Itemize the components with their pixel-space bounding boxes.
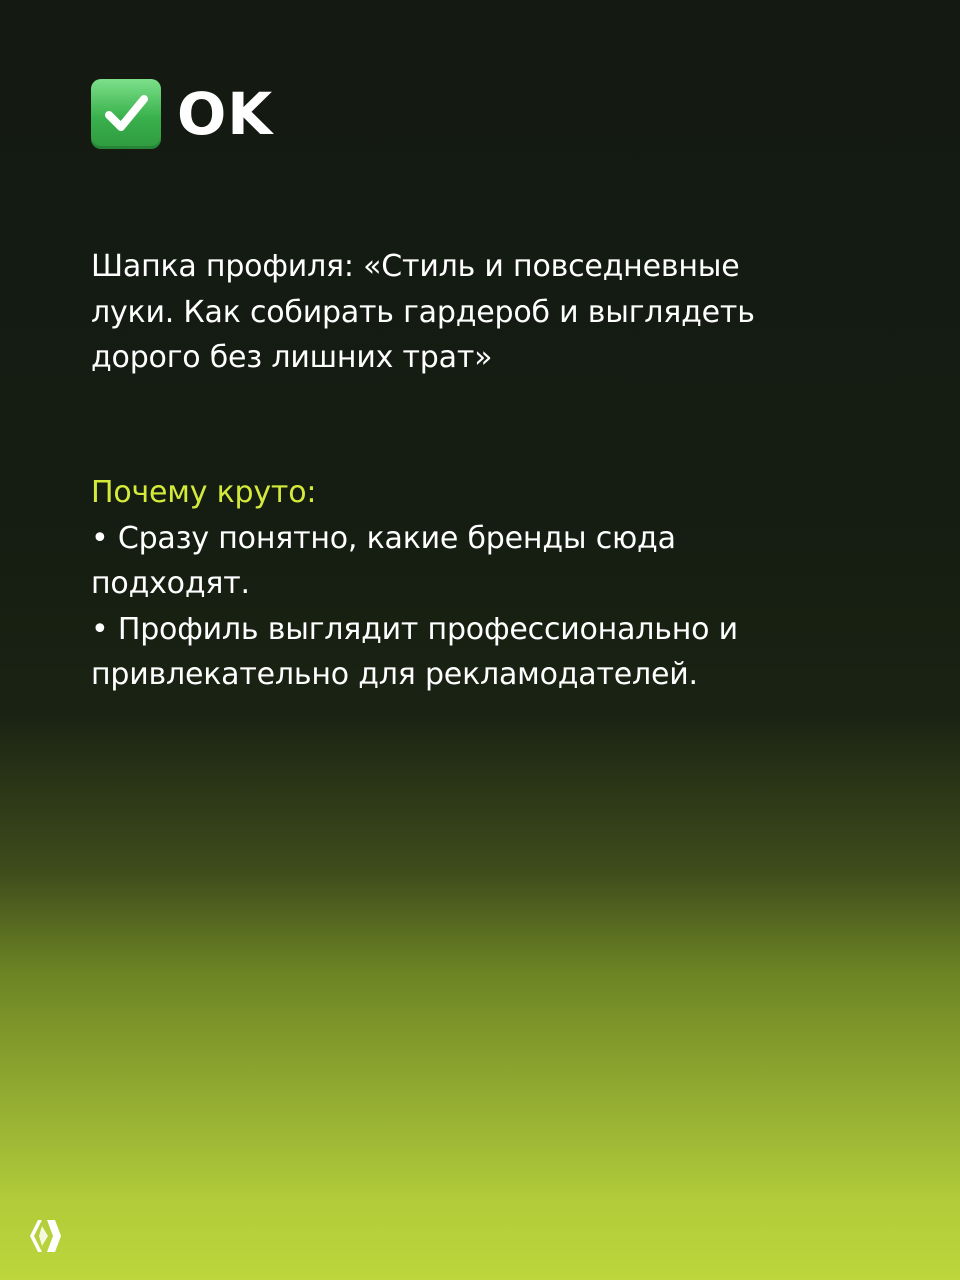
check-mark-button-icon bbox=[91, 79, 161, 149]
page-title: OK bbox=[177, 80, 274, 148]
header bbox=[91, 78, 273, 150]
bullet-item: • Профиль выглядит профессионально и привлекательно для рекламодателей. bbox=[91, 611, 738, 692]
why-heading: Почему круто: bbox=[91, 475, 317, 510]
brand-logo-icon bbox=[28, 1217, 62, 1255]
bullet-item: • Сразу понятно, какие бренды сюда подходят. bbox=[91, 520, 676, 601]
why-section bbox=[91, 470, 811, 698]
profile-header-text: Шапка профиля: «Стиль и повседневные луки. Как собирать гардероб и выглядеть дорого без лишних трат» bbox=[91, 249, 755, 375]
